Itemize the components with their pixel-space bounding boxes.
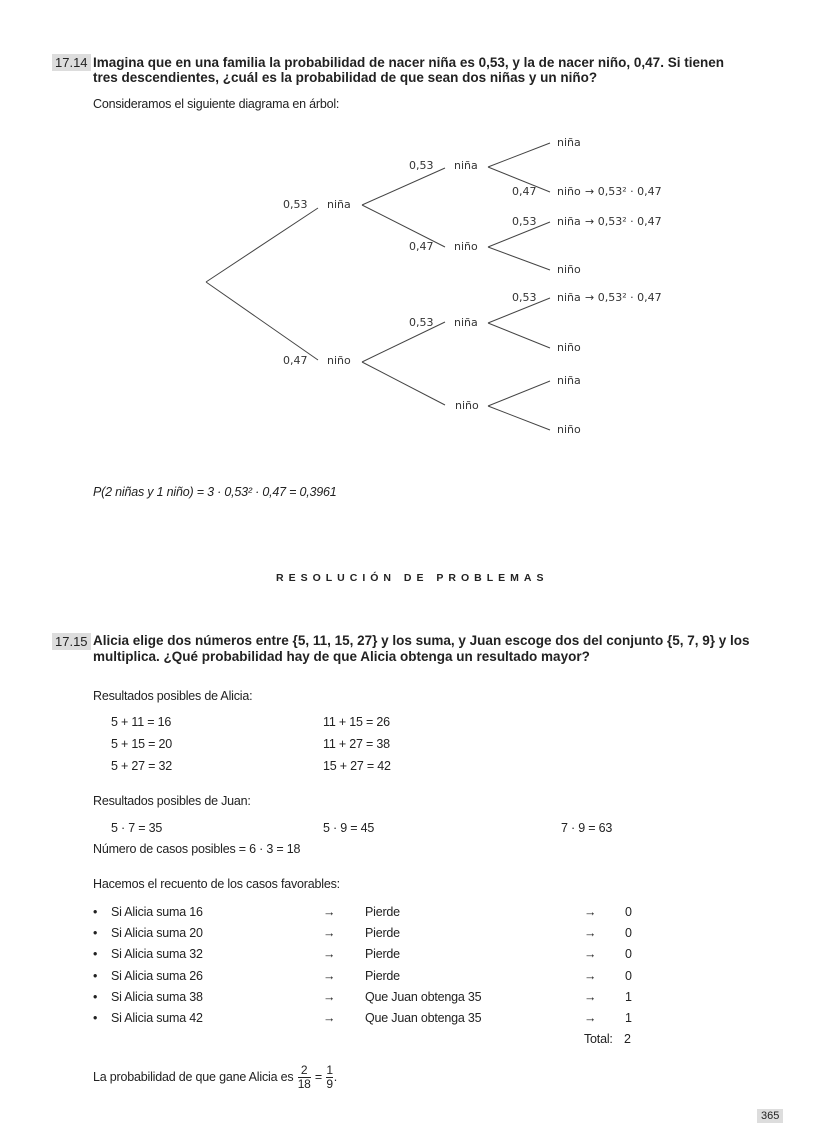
leaf-label: niña	[557, 374, 581, 387]
problem-number: 17.14	[52, 54, 91, 71]
leaf-label: niña	[557, 215, 581, 228]
probability-tree	[0, 0, 828, 460]
recount-bullet: •	[93, 905, 98, 919]
tree-result: P(2 niñas y 1 niño) = 3 · 0,53² · 0,47 = 0,3961	[93, 485, 337, 499]
cases-text: Número de casos posibles = 6 · 3 = 18	[93, 842, 301, 856]
leaf-label: niño	[557, 185, 581, 198]
alicia-sum: 5 + 11 = 16	[111, 715, 172, 729]
total-label: Total:	[584, 1032, 613, 1046]
recount-outcome: Pierde	[365, 926, 400, 941]
leaf-result: → 0,53² · 0,47	[585, 291, 662, 304]
node-label: niño	[327, 354, 351, 367]
leaf-label: niña	[557, 136, 581, 149]
node-label: niño	[454, 240, 478, 253]
recount-value: 1	[625, 989, 632, 1004]
prob-label: 0,47	[283, 354, 308, 367]
page-number: 365	[757, 1109, 783, 1123]
node-label: niño	[455, 399, 479, 412]
prob-label: 0,53	[512, 291, 537, 304]
question-line: Alicia elige dos números entre {5, 11, 15, 27} y los suma, y Juan escoge dos del conjunto {5, 7, 9} y los	[93, 633, 750, 648]
recount-bullet: •	[93, 989, 98, 1004]
fraction: $\frac{2}{18}$	[297, 1063, 311, 1091]
recount-arrow: →	[323, 1011, 336, 1025]
recount-arrow: →	[323, 926, 336, 941]
total-value: 2	[624, 1032, 631, 1046]
juan-product: 7 · 9 = 63	[561, 821, 613, 835]
recount-bullet: •	[93, 968, 98, 983]
intro-text: Consideramos el siguiente diagrama en árbol:	[93, 97, 340, 111]
recount-outcome: Pierde	[365, 968, 400, 983]
fraction: $\frac{1}{9}$	[326, 1063, 333, 1091]
leaf-label: niño	[557, 423, 581, 436]
recount-value: 0	[625, 926, 632, 941]
final-text: La probabilidad de que gane Alicia es	[93, 1069, 294, 1084]
prob-label: 0,53	[283, 198, 308, 211]
alicia-sum: 5 + 27 = 32	[111, 759, 173, 773]
recount-outcome: Pierde	[365, 905, 400, 919]
recount-outcome: Que Juan obtenga 35	[365, 989, 482, 1004]
recount-arrow: →	[323, 989, 336, 1004]
prob-label: 0,53	[512, 215, 537, 228]
recount-outcome: Pierde	[365, 947, 400, 962]
alicia-sum: 15 + 27 = 42	[323, 759, 391, 773]
leaf-label: niña	[557, 291, 581, 304]
recount-condition: Si Alicia suma 42	[111, 1011, 203, 1025]
recount-arrow: →	[584, 947, 597, 962]
recount-condition: Si Alicia suma 38	[111, 989, 203, 1004]
recount-bullet: •	[93, 926, 98, 941]
prob-label: 0,47	[409, 240, 434, 253]
problem-number: 17.15	[52, 633, 91, 650]
recount-condition: Si Alicia suma 20	[111, 926, 203, 941]
tree-branches	[206, 143, 550, 430]
recount-bullet: •	[93, 947, 98, 962]
alicia-sum: 5 + 15 = 20	[111, 737, 173, 751]
recount-arrow: →	[584, 1011, 597, 1025]
prob-label: 0,53	[409, 159, 434, 172]
recount-arrow: →	[584, 989, 597, 1004]
node-label: niña	[454, 159, 478, 172]
recount-arrow: →	[584, 905, 597, 919]
recount-value: 0	[625, 947, 632, 962]
section-title: RESOLUCIÓN DE PROBLEMAS	[276, 572, 549, 584]
prob-label: 0,53	[409, 316, 434, 329]
recount-value: 0	[625, 968, 632, 983]
recount-arrow: →	[323, 905, 336, 919]
recount-condition: Si Alicia suma 26	[111, 968, 203, 983]
recount-value: 0	[625, 905, 632, 919]
juan-product: 5 · 9 = 45	[323, 821, 375, 835]
juan-product: 5 · 7 = 35	[111, 821, 163, 835]
leaf-label: niño	[557, 263, 581, 276]
question-line: Imagina que en una familia la probabilidad de nacer niña es 0,53, y la de nacer niño, 0,47. Si tienen	[93, 55, 724, 70]
leaf-result: → 0,53² · 0,47	[585, 215, 662, 228]
recount-arrow: →	[584, 926, 597, 941]
leaf-label: niño	[557, 341, 581, 354]
recount-arrow: →	[323, 947, 336, 962]
count-title: Hacemos el recuento de los casos favorables:	[93, 877, 340, 891]
alicia-sum: 11 + 15 = 26	[323, 715, 390, 729]
leaf-result: → 0,53² · 0,47	[585, 185, 662, 198]
final-answer: La probabilidad de que gane Alicia es $\frac{2}{18}$ = $\frac{1}{9}$ .	[93, 1063, 338, 1091]
question-line: tres descendientes, ¿cuál es la probabilidad de que sean dos niñas y un niño?	[93, 70, 598, 85]
node-label: niña	[327, 198, 351, 211]
recount-outcome: Que Juan obtenga 35	[365, 1011, 482, 1025]
juan-title: Resultados posibles de Juan:	[93, 794, 251, 808]
recount-condition: Si Alicia suma 16	[111, 905, 203, 919]
recount-arrow: →	[323, 968, 336, 983]
recount-bullet: •	[93, 1011, 98, 1025]
recount-condition: Si Alicia suma 32	[111, 947, 203, 962]
recount-value: 1	[625, 1011, 632, 1025]
recount-arrow: →	[584, 968, 597, 983]
prob-label: 0,47	[512, 185, 537, 198]
alicia-title: Resultados posibles de Alicia:	[93, 689, 253, 703]
question-line: multiplica. ¿Qué probabilidad hay de que Alicia obtenga un resultado mayor?	[93, 649, 590, 664]
node-label: niña	[454, 316, 478, 329]
alicia-sum: 11 + 27 = 38	[323, 737, 390, 751]
